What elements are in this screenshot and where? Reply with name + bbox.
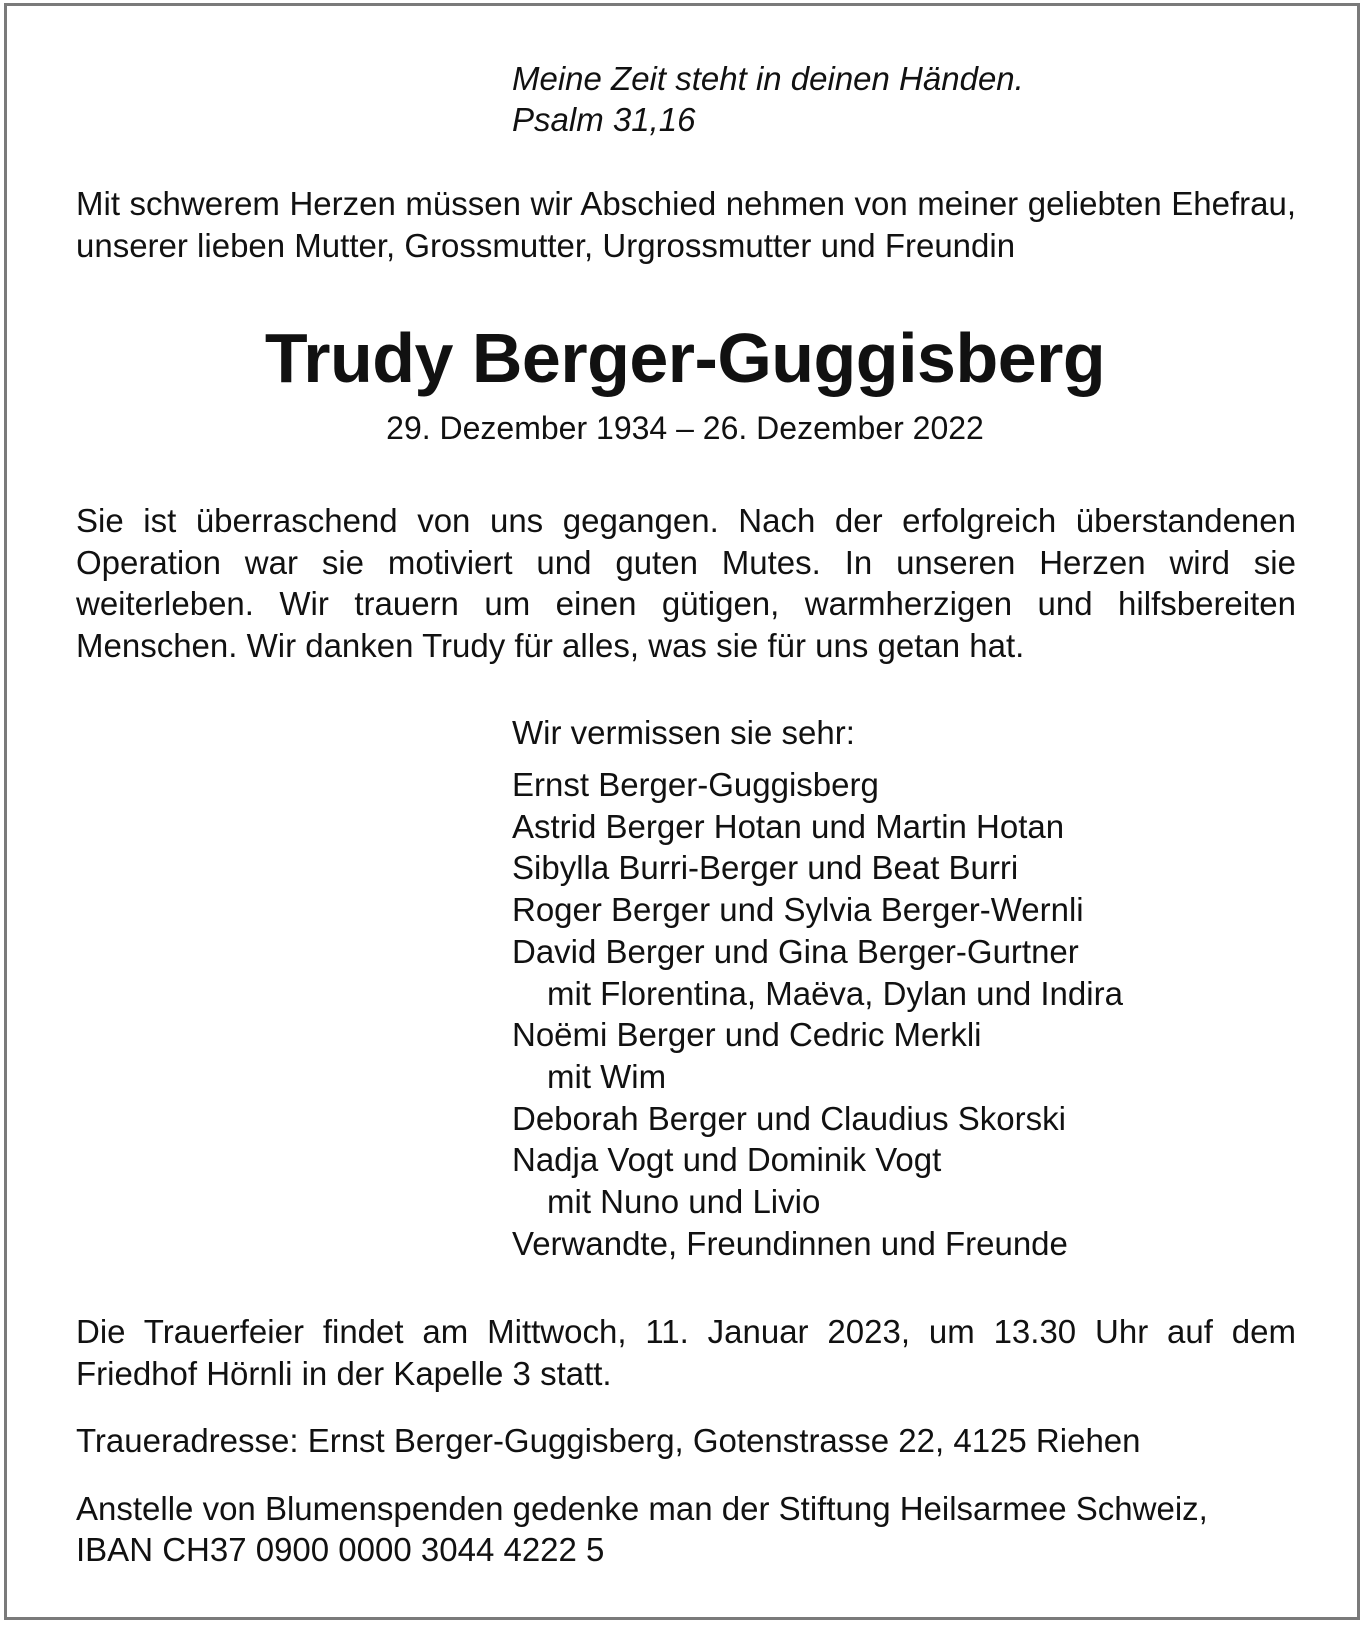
- mourner-line: Roger Berger und Sylvia Berger-Wernli: [512, 891, 1084, 929]
- motto-verse: Meine Zeit steht in deinen Händen.: [512, 60, 1024, 97]
- mourner-line: Ernst Berger-Guggisberg: [512, 766, 879, 803]
- mourner-line: Noëmi Berger und Cedric Merkli: [512, 1016, 982, 1054]
- mourner-line: mit Nuno und Livio: [547, 1183, 821, 1221]
- donation-line: Anstelle von Blumenspenden gedenke man der Stiftung Heilsarmee Schweiz,: [76, 1490, 1208, 1527]
- mourner-line: Astrid Berger Hotan und Martin Hotan: [512, 807, 1065, 845]
- mourner-line: Deborah Berger und Claudius Skorski: [512, 1099, 1066, 1137]
- motto-reference: Psalm 31,16: [512, 101, 696, 138]
- mourner-line: mit Wim: [547, 1057, 667, 1095]
- ceremony-text: Die Trauerfeier findet am Mittwoch, 11. Januar 2023, um 13.30 Uhr auf dem Friedhof Hörnli in der Kapelle 3 statt.: [76, 1313, 1296, 1392]
- mourning-address: Traueradresse: Ernst Berger-Guggisberg, Gotenstrasse 22, 4125 Riehen: [76, 1422, 1141, 1459]
- deceased-name: Trudy Berger-Guggisberg: [264, 319, 1106, 397]
- mourner-line: Nadja Vogt und Dominik Vogt: [512, 1141, 942, 1179]
- iban-line: IBAN CH37 0900 0000 3044 4222 5: [76, 1531, 605, 1568]
- tribute-text: Sie ist überraschend von uns gegangen. Nach der erfolgreich überstandenen Operation war sie motiviert und guten Mutes. In unseren Herzen wird sie weiterleben. Wir trauern um einen gütigen, warmherzigen und hilfsbereiten Menschen. Wir danken Trudy für alles, was sie für uns getan hat.: [76, 502, 1296, 664]
- mourner-line: David Berger und Gina Berger-Gurtner: [512, 932, 1079, 970]
- mourner-line: mit Florentina, Maëva, Dylan und Indira: [547, 974, 1123, 1012]
- mourners-list: [512, 764, 1123, 1264]
- mourners-heading: Wir vermissen sie sehr:: [512, 714, 855, 751]
- life-dates: 29. Dezember 1934 – 26. Dezember 2022: [386, 410, 984, 446]
- mourner-line: Verwandte, Freundinnen und Freunde: [512, 1224, 1068, 1262]
- intro-text: Mit schwerem Herzen müssen wir Abschied nehmen von meiner geliebten Ehefrau, unserer lieben Mutter, Grossmutter, Urgrossmutter und Freundin: [76, 185, 1296, 264]
- mourner-line: Sibylla Burri-Berger und Beat Burri: [512, 849, 1019, 887]
